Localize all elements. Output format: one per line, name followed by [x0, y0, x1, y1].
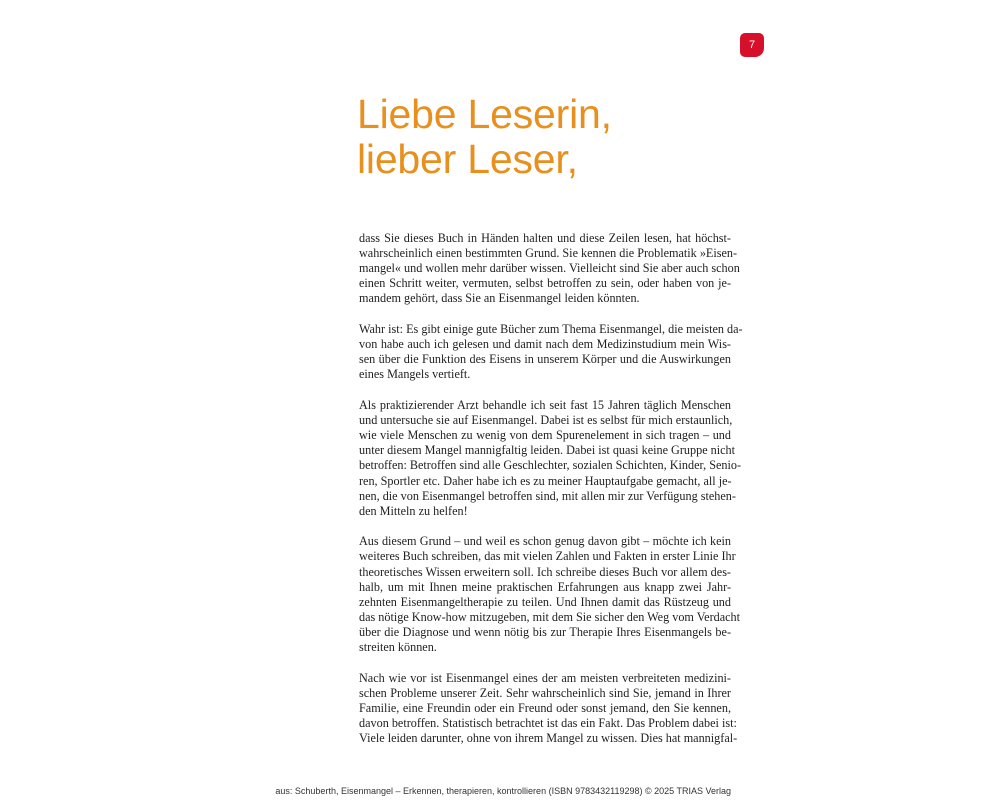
text-line: Viele leiden darunter, ohne von ihrem Mangel zu wissen. Dies hat mannigfal-	[359, 731, 738, 746]
text-line: und untersuche sie auf Eisenmangel. Dabei ist es selbst für mich erstaunlich,	[359, 413, 733, 428]
paragraph	[359, 398, 742, 519]
text-line: weiteres Buch schreiben, das mit vielen Zahlen und Fakten in erster Linie Ihr	[359, 549, 736, 564]
text-line: streiten können.	[359, 640, 437, 655]
text-line: mangel« und wollen mehr darüber wissen. Vielleicht sind Sie aber auch schon	[359, 261, 740, 276]
text-line: Nach wie vor ist Eisenmangel eines der am meisten verbreiteten medizini-	[359, 670, 731, 685]
text-line: den Mitteln zu helfen!	[359, 503, 468, 518]
text-line: zehnten Eisenmangeltherapie zu teilen. Und Ihnen damit das Rüstzeug und	[359, 594, 731, 609]
text-line: von habe auch ich gelesen und damit nach dem Medizinstudium mein Wis-	[359, 337, 731, 352]
text-line: unter diesem Mangel mannigfaltig leiden. Dabei ist quasi keine Gruppe nicht	[359, 443, 736, 458]
text-line: einen Schritt weiter, vermuten, selbst betroffen zu sein, oder haben von je-	[359, 276, 731, 291]
text-line: sen über die Funktion des Eisens in unserem Körper und die Auswirkungen	[359, 352, 731, 367]
page-number: 7	[748, 39, 756, 51]
page-number-badge	[740, 33, 764, 57]
title-line-2: lieber Leser,	[357, 136, 578, 182]
body-text	[359, 231, 743, 762]
page-title	[357, 92, 612, 182]
paragraph	[359, 534, 741, 655]
text-line: dass Sie dieses Buch in Händen halten und diese Zeilen lesen, hat höchst-	[359, 231, 731, 245]
text-line: das nötige Know-how mitzugeben, mit dem Sie sicher den Weg vom Verdacht	[359, 609, 741, 624]
text-line: Familie, eine Freundin oder ein Freund oder sonst jemand, den Sie kennen,	[359, 700, 731, 715]
text-line: schen Probleme unserer Zeit. Sehr wahrscheinlich sind Sie, jemand in Ihrer	[359, 685, 731, 700]
paragraph	[359, 322, 743, 382]
text-line: nen, die von Eisenmangel betroffen sind, mit allen mir zur Verfügung stehen-	[359, 488, 736, 503]
text-line: ren, Sportler etc. Daher habe ich es zu meiner Hauptaufgabe gemacht, all je-	[359, 473, 732, 488]
text-line: Wahr ist: Es gibt einige gute Bücher zum Thema Eisenmangel, die meisten da-	[359, 322, 743, 337]
text-line: halb, um mit Ihnen meine praktischen Erfahrungen aus knapp zwei Jahr-	[359, 579, 731, 594]
paragraph	[359, 231, 740, 306]
title-line-1: Liebe Leserin,	[357, 91, 612, 137]
text-line: mandem gehört, dass Sie an Eisenmangel leiden könnten.	[359, 291, 640, 306]
paragraph	[359, 670, 738, 746]
text-line: eines Mangels vertieft.	[359, 367, 471, 382]
text-line: wie viele Menschen zu wenig von dem Spurenelement in sich tragen – und	[359, 428, 731, 443]
text-line: theoretisches Wissen erweitern soll. Ich schreibe dieses Buch vor allem des-	[359, 564, 731, 579]
text-line: betroffen: Betroffen sind alle Geschlechter, sozialen Schichten, Kinder, Senio-	[359, 458, 742, 473]
text-line: davon betroffen. Statistisch betrachtet ist das ein Fakt. Das Problem dabei ist:	[359, 716, 737, 730]
source-footer: aus: Schuberth, Eisenmangel – Erkennen, therapieren, kontrollieren (ISBN 9783432119298) © 2025 TRIAS Verlag	[275, 786, 731, 796]
text-line: über die Diagnose und wenn nötig bis zur Therapie Ihres Eisenmangels be-	[359, 624, 731, 639]
text-line: Aus diesem Grund – und weil es schon genug davon gibt – möchte ich kein	[359, 534, 731, 549]
text-line: Als praktizierender Arzt behandle ich seit fast 15 Jahren täglich Menschen	[359, 398, 731, 413]
text-line: wahrscheinlich einen bestimmten Grund. Sie kennen die Problematik »Eisen-	[359, 246, 738, 261]
